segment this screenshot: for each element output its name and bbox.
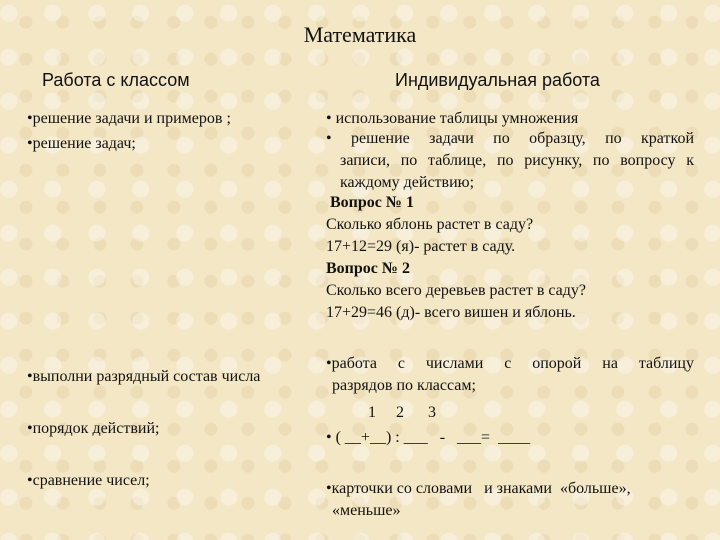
left-item-4: •порядок действий;: [27, 420, 160, 437]
right-column-heading: Индивидуальная работа: [395, 70, 600, 90]
right-item-cards-line2: «меньше»: [332, 502, 401, 519]
left-item-1: •решение задачи и примеров ;: [27, 110, 231, 127]
question-2-label: Вопрос № 2: [326, 260, 410, 277]
expression-template: • ( __+__) : ___ - ___= ____: [326, 429, 531, 446]
question-2-solution: 17+29=46 (д)- всего вишен и яблонь.: [326, 304, 576, 321]
left-column-heading: Работа с классом: [42, 70, 190, 90]
right-item-task-line1: • решение задачи по образцу, по краткой: [326, 130, 694, 147]
page-title: Математика: [303, 22, 417, 47]
right-item-digits-line1: •работа с числами с опорой на таблицу: [326, 355, 694, 372]
question-1-text: Сколько яблонь растет в саду?: [326, 216, 534, 233]
right-item-digits-line2: разрядов по классам;: [332, 377, 476, 394]
right-item-task-line3: каждому действию;: [340, 174, 475, 191]
left-item-3: •выполни разрядный состав числа: [27, 368, 261, 385]
question-1-label: Вопрос № 1: [330, 194, 414, 211]
left-item-5: •сравнение чисел;: [27, 472, 150, 489]
place-value-digits: 1 2 3: [368, 404, 436, 421]
question-1-solution: 17+12=29 (я)- растет в саду.: [326, 238, 516, 255]
right-item-cards-line1: •карточки со словами и знаками «больше»,: [326, 480, 631, 497]
question-2-text: Сколько всего деревьев растет в саду?: [326, 282, 587, 299]
left-item-2: •решение задач;: [27, 135, 136, 152]
right-item-task-line2: записи, по таблице, по рисунку, по вопросу к: [340, 152, 694, 169]
right-item-table: • использование таблицы умножения: [326, 110, 579, 127]
